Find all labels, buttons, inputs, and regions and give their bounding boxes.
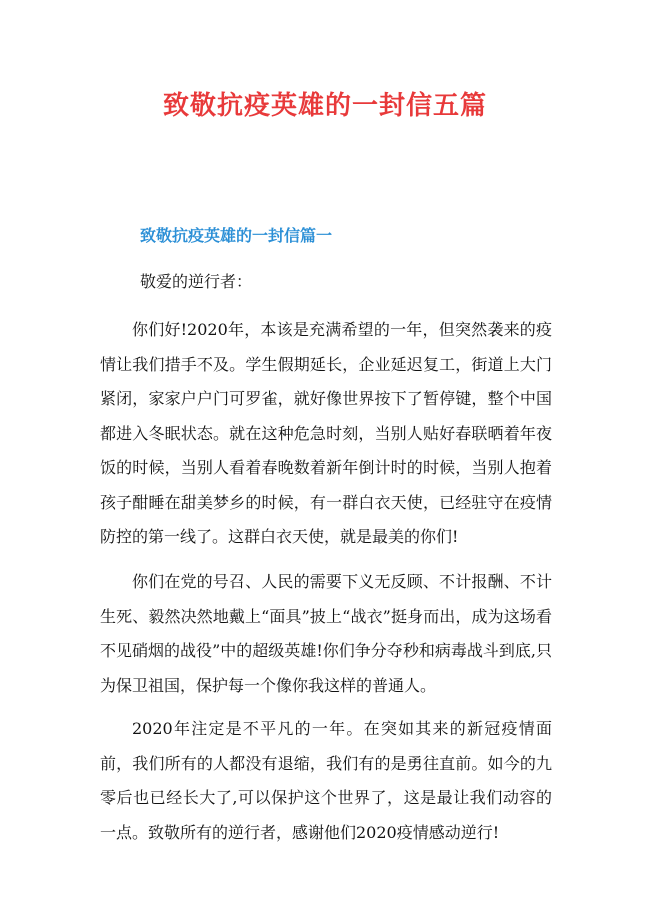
body-paragraph-2: 你们在党的号召、人民的需要下义无反顾、不计报酬、不计生死、毅然决然地戴上“面具”披上“战衣”挺身而出，成为这场看不见硝烟的战役”中的超级英雄!你们争分夺秒和病毒战斗到底,只为保卫祖国，保护每一个像你我这样的普通人。 bbox=[100, 572, 552, 695]
body-paragraph-3: 2020年注定是不平凡的一年。在突如其来的新冠疫情面前，我们所有的人都没有退缩，我们有的是勇往直前。如今的九零后也已经长大了,可以保护这个世界了，这是最让我们动容的一点。致敬所有的逆行者，感谢他们2020疫情感动逆行! bbox=[100, 719, 552, 842]
letter-salutation: 敬爱的逆行者： bbox=[140, 272, 253, 291]
section-title: 致敬抗疫英雄的一封信篇一 bbox=[140, 226, 333, 245]
document-title: 致敬抗疫英雄的一封信五篇 bbox=[162, 91, 487, 121]
body-paragraph-1: 你们好!2020年，本该是充满希望的一年，但突然袭来的疫情让我们措手不及。学生假期延长，企业延迟复工，街道上大门紧闭，家家户户门可罗雀，就好像世界按下了暂停键，整个中国都进入冬眠状态。就在这种危急时刻，当别人贴好春联晒着年夜饭的时候，当别人看着春晚数着新年倒计时的时候，当别人抱着孩子酣睡在甜美梦乡的时候，有一群白衣天使，已经驻守在疫情防控的第一线了。这群白衣天使，就是最美的你们! bbox=[100, 320, 552, 546]
